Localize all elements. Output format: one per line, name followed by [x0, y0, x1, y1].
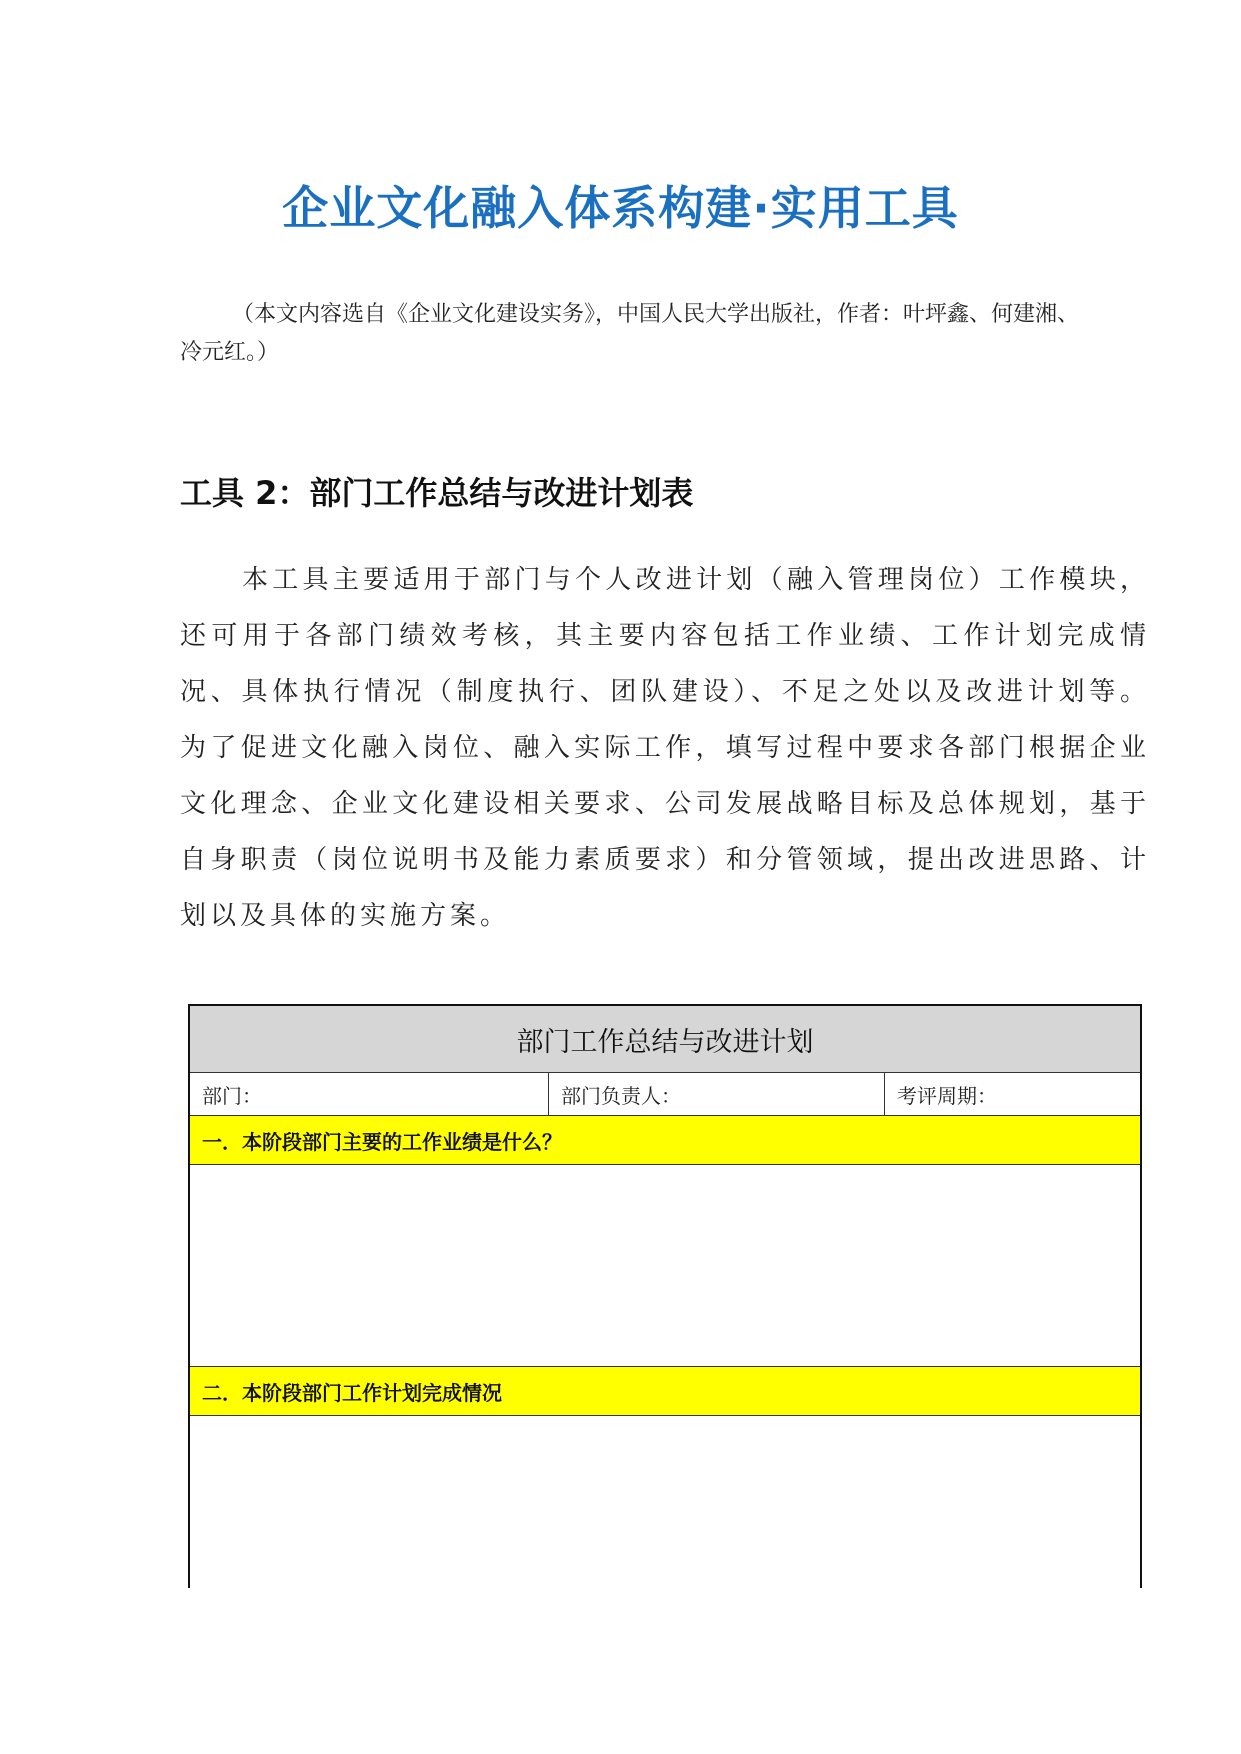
section-1-body[interactable]	[190, 1165, 1140, 1366]
section-2-header: 二．本阶段部门工作计划完成情况	[190, 1366, 1140, 1416]
intro-paragraph: 本工具主要适用于部门与个人改进计划（融入管理岗位）工作模块，还可用于各部门绩效考核，其主要内容包括工作业绩、工作计划完成情况、具体执行情况（制度执行、团队建设）、不足之处以及改进计划等。为了促进文化融入岗位、融入实际工作，填写过程中要求各部门根据企业文化理念、企业文化建设相关要求、公司发展战略目标及总体规划，基于自身职责（岗位说明书及能力素质要求）和分管领域，提出改进思路、计划以及具体的实施方案。	[180, 565, 1150, 931]
page-title: 企业文化融入体系构建·实用工具	[282, 181, 959, 235]
section-2-body[interactable]	[190, 1416, 1140, 1588]
form-info-row	[190, 1073, 1140, 1116]
section-1-header: 一．本阶段部门主要的工作业绩是什么？	[190, 1116, 1140, 1165]
source-note: （本文内容选自《企业文化建设实务》，中国人民大学出版社，作者：叶坪鑫、何建湘、冷元红。）	[180, 302, 1080, 365]
department-field[interactable]: 部门：	[202, 1083, 262, 1108]
summary-form-table	[188, 1004, 1142, 1588]
department-head-field[interactable]: 部门负责人：	[548, 1073, 884, 1115]
form-title: 部门工作总结与改进计划	[190, 1006, 1140, 1073]
tool-heading: 工具 2：部门工作总结与改进计划表	[180, 474, 694, 512]
review-period-field[interactable]: 考评周期：	[884, 1073, 1140, 1115]
